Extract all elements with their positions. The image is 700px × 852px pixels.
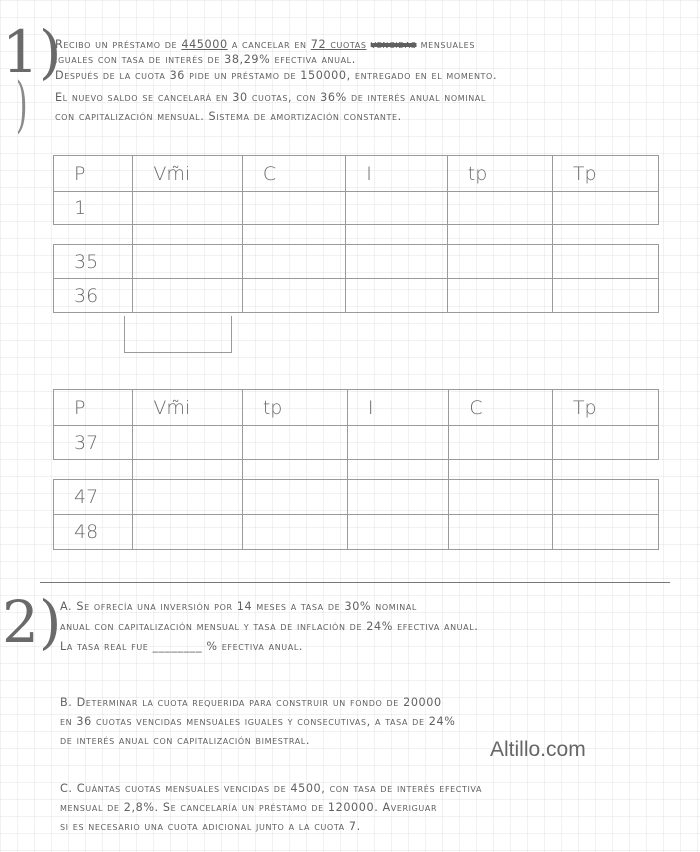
problem-2a-line-3: La tasa real fue ________ % efectiva anual.: [60, 640, 304, 653]
header-cell: P: [54, 390, 133, 426]
table-cell: [449, 515, 552, 550]
table-cell: [552, 515, 658, 550]
table-cell: [447, 279, 552, 313]
watermark: Altillo.com: [490, 738, 586, 761]
table-cell: [346, 245, 448, 279]
table-header-row: [54, 390, 659, 426]
period-cell: 35: [54, 245, 133, 279]
problem-2b-line-1: B. Determinar la cuota requerida para construir un fondo de 20000: [60, 696, 442, 709]
period-cell: 47: [54, 480, 133, 515]
table-cell: [552, 480, 658, 515]
table-gap-row: [54, 460, 659, 480]
statement-text: mensuales: [416, 38, 475, 51]
table-row: [54, 279, 659, 313]
amortization-table-1: [53, 155, 659, 313]
table-cell: [447, 192, 552, 225]
statement-line-3: Después de la cuota 36 pide un préstamo de 150000, entregado en el momento.: [55, 69, 498, 82]
table-cell: [242, 426, 347, 460]
statement-text: Recibo un préstamo de: [55, 38, 182, 51]
table-row: [54, 192, 659, 225]
table-cell: [133, 279, 242, 313]
problem-2b: [60, 696, 690, 756]
table-cell: [552, 192, 658, 225]
table-header-row: [54, 156, 659, 192]
table-cell: [552, 245, 658, 279]
table-cell: [133, 245, 242, 279]
period-cell: 36: [54, 279, 133, 313]
table-gap-row: [54, 225, 659, 245]
header-cell: tp: [242, 390, 347, 426]
table-row: [54, 480, 659, 515]
loan-amount: 445000: [181, 38, 228, 51]
problem-2a: [60, 600, 690, 660]
table-cell: [242, 245, 345, 279]
problem-2-number: 2): [2, 588, 62, 656]
header-cell: C: [242, 156, 345, 192]
statement-line-2: iguales con tasa de interés de 38,29% efectiva anual.: [55, 53, 356, 66]
problem-2b-line-2: en 36 cuotas vencidas mensuales iguales y consecutivas, a tasa de 24%: [60, 715, 456, 728]
header-cell: Tp: [552, 156, 658, 192]
table-cell: [347, 480, 449, 515]
installments-count: 72 cuotas: [310, 38, 367, 51]
table-cell: [346, 279, 448, 313]
statement-line-5: con capitalización mensual. Sistema de amortización constante.: [55, 110, 402, 123]
problem-2c-line-3: si es necesario una cuota adicional junto a la cuota 7.: [60, 820, 361, 833]
table-cell: [347, 515, 449, 550]
table-1-extra-box: [124, 316, 232, 353]
problem-2a-line-1: A. Se ofrecía una inversión por 14 meses a tasa de 30% nominal: [60, 600, 417, 613]
header-cell: Vm̃i: [133, 156, 242, 192]
table-cell: [242, 279, 345, 313]
table-row: [54, 515, 659, 550]
period-cell: 1: [54, 192, 133, 225]
problem-2b-line-3: de interés anual con capitalización bimestral.: [60, 734, 311, 747]
header-cell: P: [54, 156, 133, 192]
table-cell: [552, 279, 658, 313]
statement-line-4: El nuevo saldo se cancelará en 30 cuotas, con 36% de interés anual nominal: [55, 91, 486, 104]
problem-1-brace: ): [15, 70, 28, 140]
table-cell: [552, 426, 658, 460]
header-cell: I: [346, 156, 448, 192]
crossed-out-word: vencidas: [370, 38, 417, 51]
table-cell: [347, 426, 449, 460]
header-cell: Tp: [552, 390, 658, 426]
problem-2a-line-2: anual con capitalización mensual y tasa de inflación de 24% efectiva anual.: [60, 620, 479, 633]
amortization-table-2: [53, 389, 659, 550]
problem-2c-line-1: C. Cuántas cuotas mensuales vencidas de 4500, con tasa de interés efectiva: [60, 782, 483, 795]
section-separator: [40, 582, 670, 583]
header-cell: tp: [447, 156, 552, 192]
period-cell: 48: [54, 515, 133, 550]
period-cell: 37: [54, 426, 133, 460]
table-cell: [133, 515, 242, 550]
header-cell: Vm̃i: [133, 390, 242, 426]
table-cell: [449, 426, 552, 460]
statement-text: a cancelar en: [227, 38, 311, 51]
table-cell: [447, 245, 552, 279]
statement-line-1: [55, 38, 475, 51]
problem-1-statement: [55, 38, 685, 128]
table-cell: [346, 192, 448, 225]
problem-1-number: 1): [2, 18, 62, 86]
table-cell: [242, 480, 347, 515]
problem-2c-line-2: mensual de 2,8%. Se cancelaría un préstamo de 120000. Averiguar: [60, 801, 438, 814]
table-cell: [133, 426, 242, 460]
table-cell: [133, 480, 242, 515]
table-row: [54, 245, 659, 279]
header-cell: C: [449, 390, 552, 426]
table-cell: [242, 515, 347, 550]
problem-2c: [60, 782, 690, 842]
table-cell: [242, 192, 345, 225]
table-cell: [449, 480, 552, 515]
table-cell: [133, 192, 242, 225]
table-row: [54, 426, 659, 460]
header-cell: I: [347, 390, 449, 426]
